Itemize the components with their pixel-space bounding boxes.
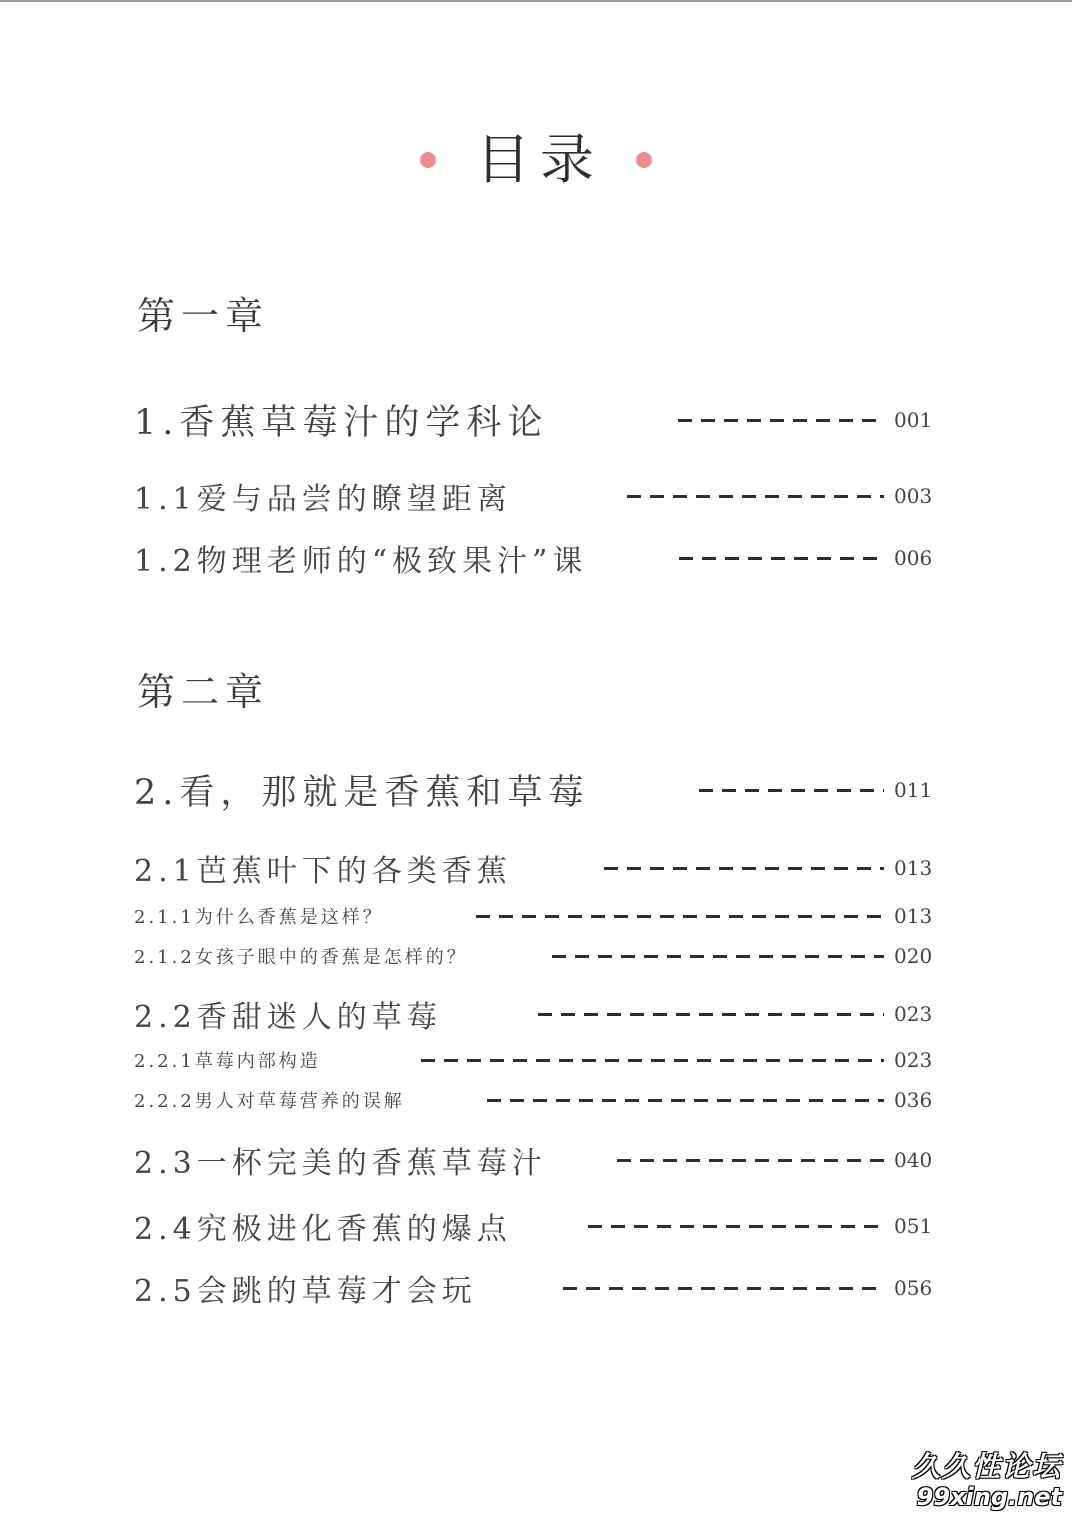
toc-entry-page: 006 <box>894 546 933 570</box>
toc-entry-label: 2.3一杯完美的香蕉草莓汁 <box>134 1146 547 1181</box>
toc-entry[interactable] <box>134 536 933 580</box>
toc-entry-page: 023 <box>894 1002 933 1026</box>
toc-entry-page: 013 <box>894 856 933 880</box>
dot-leader <box>679 557 884 560</box>
dot-leader <box>617 1159 884 1162</box>
toc-entry[interactable] <box>134 902 933 930</box>
toc-entry-page: 056 <box>894 1276 933 1300</box>
dot-leader <box>421 1059 884 1062</box>
toc-entry[interactable] <box>134 1086 933 1114</box>
toc-entry[interactable] <box>134 1046 933 1074</box>
toc-entry[interactable] <box>134 396 933 444</box>
toc-entry-label: 1.1爱与品尝的瞭望距离 <box>134 482 512 517</box>
toc-entry-label: 1.香蕉草莓汁的学科论 <box>134 403 549 443</box>
dot-leader <box>487 1099 884 1102</box>
dot-leader <box>588 1225 884 1228</box>
dot-leader <box>552 955 884 958</box>
toc-entry-label: 1.2物理老师的“极致果汁”课 <box>134 544 588 579</box>
toc-title-block <box>0 124 1072 196</box>
toc-entry[interactable] <box>134 1266 933 1310</box>
toc-entry-page: 013 <box>894 904 933 928</box>
toc-entry-page: 003 <box>894 484 933 508</box>
chapter-heading-2: 第二章 <box>137 670 270 714</box>
dot-leader <box>699 789 884 792</box>
toc-entry-label: 2.4究极进化香蕉的爆点 <box>134 1212 512 1247</box>
toc-entry-label: 2.1.1为什么香蕉是这样？ <box>134 907 384 928</box>
toc-entry-label: 2.1芭蕉叶下的各类香蕉 <box>134 854 512 889</box>
page-title: 目录 <box>476 128 604 191</box>
left-dot-icon <box>420 152 436 168</box>
toc-entry-label: 2.2.2男人对草莓营养的误解 <box>134 1091 405 1112</box>
dot-leader <box>563 1287 884 1290</box>
toc-entry[interactable] <box>134 846 933 890</box>
watermark-line-1: 久久性论坛 <box>911 1450 1062 1483</box>
toc-entry-label: 2.1.2女孩子眼中的香蕉是怎样的？ <box>134 947 468 968</box>
toc-entry-page: 040 <box>894 1148 933 1172</box>
toc-entry-page: 011 <box>894 778 933 802</box>
toc-entry-page: 020 <box>894 944 933 968</box>
dot-leader <box>627 495 884 498</box>
toc-entry-page: 023 <box>894 1048 933 1072</box>
top-rule <box>0 0 1072 2</box>
chapter-heading-1: 第一章 <box>137 294 270 338</box>
dot-leader <box>678 419 884 422</box>
toc-entry-label: 2.5会跳的草莓才会玩 <box>134 1274 477 1309</box>
toc-entry[interactable] <box>134 992 933 1036</box>
toc-entry-label: 2.2香甜迷人的草莓 <box>134 1000 442 1035</box>
dot-leader <box>538 1013 884 1016</box>
toc-entry-label: 2.2.1草莓内部构造 <box>134 1051 321 1072</box>
toc-entry-page: 036 <box>894 1088 933 1112</box>
site-watermark <box>912 1452 1062 1512</box>
toc-entry[interactable] <box>134 766 933 814</box>
right-dot-icon <box>636 152 652 168</box>
watermark-line-2: 99xing.net <box>916 1483 1062 1511</box>
toc-entry[interactable] <box>134 474 933 518</box>
dot-leader <box>476 915 884 918</box>
dot-leader <box>604 867 884 870</box>
toc-entry[interactable] <box>134 1204 933 1248</box>
toc-entry[interactable] <box>134 942 933 970</box>
toc-entry-label: 2.看，那就是香蕉和草莓 <box>134 773 590 813</box>
toc-entry-page: 001 <box>894 408 933 432</box>
toc-entry-page: 051 <box>894 1214 933 1238</box>
toc-entry[interactable] <box>134 1138 933 1182</box>
